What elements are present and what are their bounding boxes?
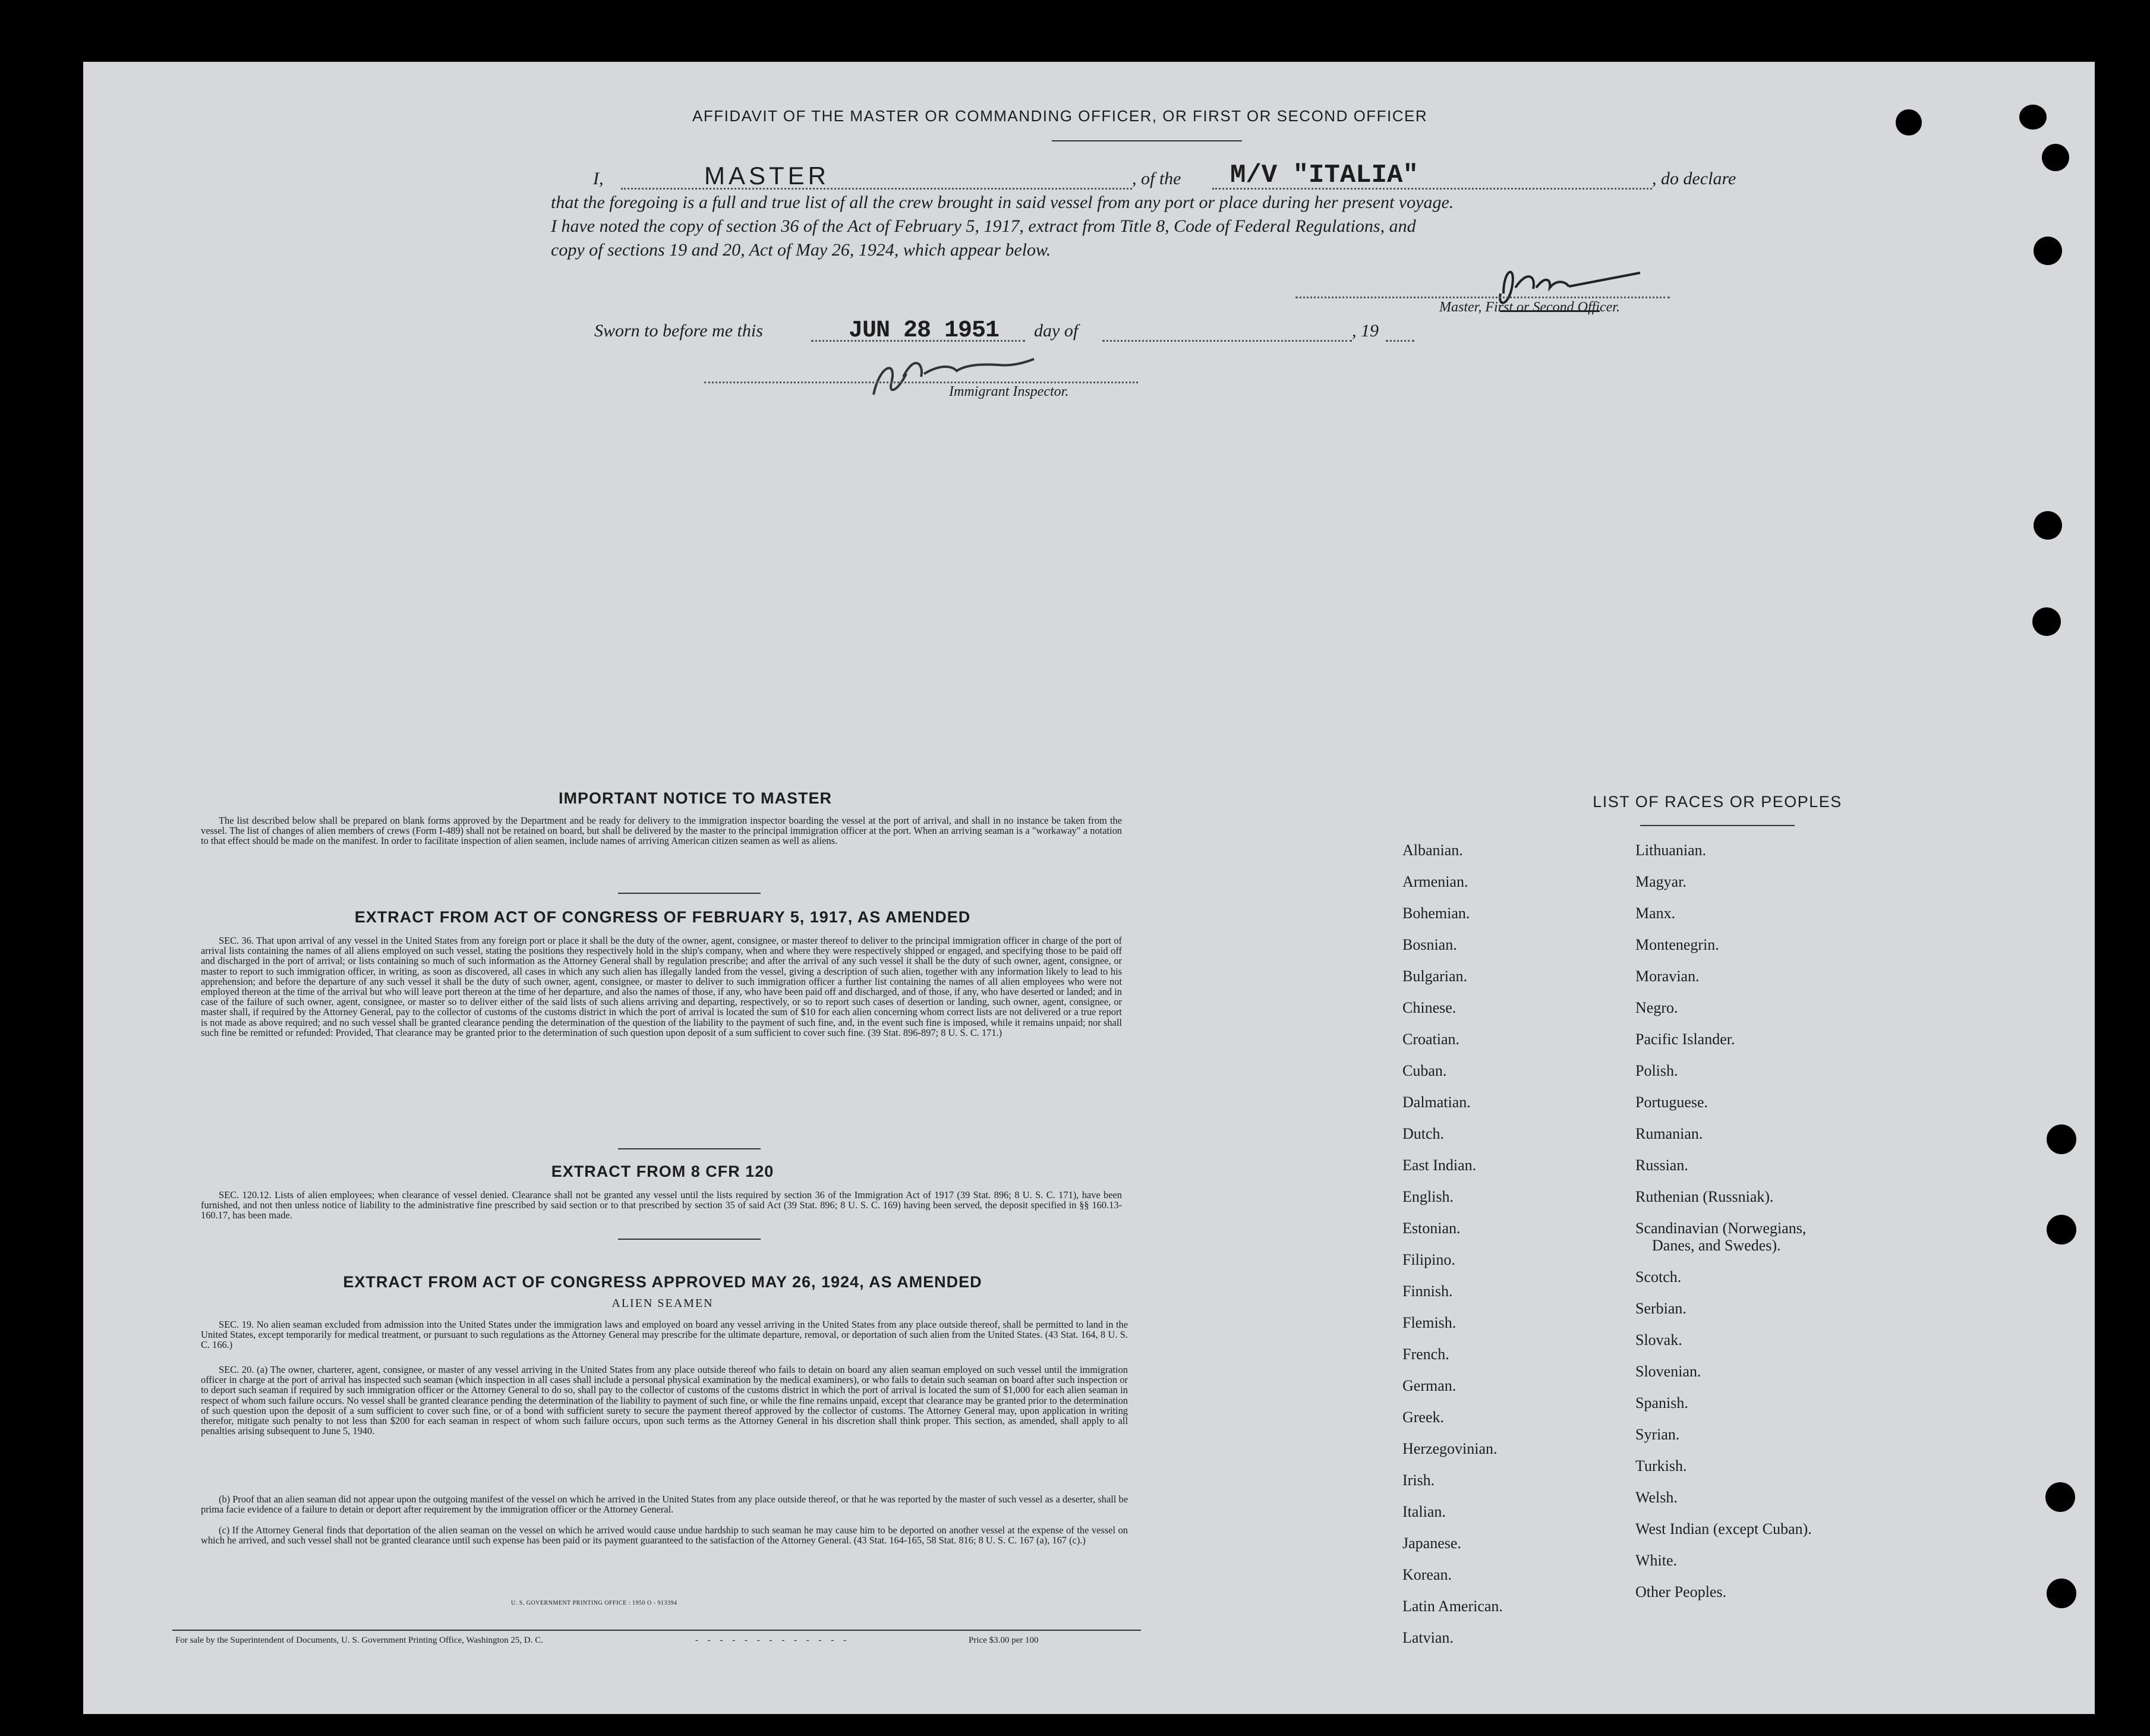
race-item: Rumanian.: [1635, 1125, 1703, 1142]
punch-hole: [2047, 1124, 2076, 1154]
extract-1917-rule: [618, 1148, 761, 1149]
race-item: French.: [1402, 1346, 1449, 1363]
gpo-imprint: U. S. GOVERNMENT PRINTING OFFICE : 1950 O - 913394: [511, 1600, 677, 1606]
punch-hole: [2034, 237, 2062, 265]
race-item: Albanian.: [1402, 842, 1463, 859]
race-item: Chinese.: [1402, 999, 1457, 1016]
form-page: [83, 62, 2095, 1714]
extract-1917-title: EXTRACT FROM ACT OF CONGRESS OF FEBRUARY 5, 1917, AS AMENDED: [354, 908, 971, 926]
race-item: Latvian.: [1402, 1629, 1454, 1646]
race-item: Welsh.: [1635, 1489, 1678, 1506]
race-item: Dalmatian.: [1402, 1094, 1471, 1111]
footer-leader-dots: - - - - - - - - - - - - -: [695, 1636, 850, 1645]
race-item: Russian.: [1635, 1157, 1688, 1174]
punch-hole: [2034, 511, 2062, 540]
race-item: Latin American.: [1402, 1598, 1503, 1615]
inspector-signature-line: [704, 382, 1138, 383]
extract-cfr-rule: [618, 1239, 761, 1240]
punch-hole: [2042, 144, 2069, 171]
race-item: Dutch.: [1402, 1125, 1445, 1142]
affidavit-line-4: copy of sections 19 and 20, Act of May 26, 1924, which appear below.: [551, 240, 1051, 260]
race-item: Finnish.: [1402, 1283, 1453, 1300]
extract-1924-title: EXTRACT FROM ACT OF CONGRESS APPROVED MAY 26, 1924, AS AMENDED: [343, 1273, 982, 1291]
race-item: Italian.: [1402, 1503, 1446, 1520]
date-stamp: JUN 28 1951: [849, 317, 1000, 344]
race-item: Japanese.: [1402, 1535, 1461, 1552]
race-item: English.: [1402, 1188, 1454, 1205]
affidavit-of-the: , of the: [1132, 169, 1181, 188]
race-item: Manx.: [1635, 905, 1676, 922]
races-right-column: [1635, 834, 1812, 1608]
punch-hole: [2045, 1482, 2075, 1512]
affidavit-title: AFFIDAVIT OF THE MASTER OR COMMANDING OFFICER, OR FIRST OR SECOND OFFICER: [692, 107, 1428, 125]
month-line: [1102, 340, 1352, 342]
races-rule: [1640, 825, 1795, 826]
year-line: [1386, 340, 1414, 342]
race-item: Other Peoples.: [1635, 1583, 1727, 1600]
extract-1917-text: SEC. 36. That upon arrival of any vessel in the United States from any foreign port or place it shall be the duty of the owner, agent, consignee, or master thereof to deliver to the principal immigration officer in charge of the port of arrival lists containing the names of all aliens employed on such vessel, stating the positions they respectively hold in the ship's company, when and where they were respectively shipped or engaged, and specifying those to be paid off and discharged in the port of arrival; or lists containing so much of such information as the Attorney General shall by regulation prescribe; and after the arrival of any such vessel it shall be the duty of such owner, agent, consignee, or master to report to such immigration officer, in writing, as soon as discovered, all cases in which any such alien has illegally landed from the vessel, giving a description of such alien, together with any information likely to lead to his apprehension; and before the departure of any such vessel it shall be the duty of such owner, agent, consignee, or master to deliver to such immigration officer a further list containing the names of all alien employees who were not employed thereon at the time of the arrival but who will leave port thereon at the time of her departure, and also the names of those, if any, who have been paid off and discharged, and of those, if any, who have deserted or landed; and in case of the failure of such owner, agent, consignee, or master so to deliver either of the said lists of such aliens arriving and departing, respectively, or so to report such cases of desertion or landing, such owner, agent, consignee, or master shall, if required by the Attorney General, pay to the collector of customs of the customs district in which the port of arrival is located the sum of $10 for each alien concerning whom correct lists are not delivered or a true report is not made as above required; and no such vessel shall be granted clearance pending the determination of the question of the liability to the payment of such fine, and, in the event such fine is imposed, while it remains unpaid; nor shall such fine be remitted or refunded: Provided, That clearance may be granted prior to the determination of such question upon deposit of a sum sufficient to cover such fine. (39 Stat. 896-897; 8 U. S. C. 171.): [201, 935, 1122, 1038]
race-item: Irish.: [1402, 1472, 1435, 1489]
race-item: Croatian.: [1402, 1031, 1460, 1048]
race-item: Slovak.: [1635, 1331, 1682, 1349]
race-item: Bohemian.: [1402, 905, 1470, 922]
race-item: Cuban.: [1402, 1062, 1447, 1079]
race-item: Danes, and Swedes).: [1652, 1237, 1781, 1254]
notice-text: The list described below shall be prepared on blank forms approved by the Department and be ready for delivery to the immigration inspector boarding the vessel at the port of arrival, and shall in no instance be taken from the vessel. The list of changes of alien members of crews (Form I-489) shall not be retained on board, but shall be delivered by the master to the principal immigration officer at the port. When an arriving seaman is a "workaway" a notation to that effect should be made on the manifest. In order to facilitate inspection of alien seamen, include names of arriving American citizen seamen as well as aliens.: [201, 815, 1122, 847]
race-item: Ruthenian (Russniak).: [1635, 1188, 1774, 1205]
master-signature-line: [1295, 297, 1670, 298]
affidavit-do-declare: , do declare: [1652, 169, 1736, 188]
extract-1924-p2: SEC. 20. (a) The owner, charterer, agent, consignee, or master of any vessel arriving in the United States from any place outside thereof who fails to detain on board any alien seaman employed on such vessel until the immigration officer in charge at the port of arrival has inspected such seaman (which inspection in all cases shall include a personal physical examination by the medical examiners), or who fails to detain such seaman on board after such inspection or to deport such seaman if required by such immigration officer or the Attorney General to do so, shall pay to the collector of customs of the customs district in which the port of arrival is located the sum of $1,000 for each alien seaman in respect of whom such failure occurs. No vessel shall be granted clearance pending the determination of the liability to payment of such fine, or while the fine remains unpaid, except that clearance may be granted prior to the determination of such question upon the deposit of a sum sufficient to cover such fine, or of a bond with sufficient surety to secure the payment thereof approved by the collector of customs. The Attorney General may, upon application in writing therefor, mitigate such penalty to not less than $200 for each seaman in respect of whom such failure occurs, upon such terms as the Attorney General in his discretion shall think proper. This section, as amended, shall apply to all penalties arising subsequent to June 5, 1940.: [201, 1364, 1128, 1437]
affidavit-i: I,: [593, 169, 604, 188]
race-item: Syrian.: [1635, 1426, 1680, 1443]
punch-hole: [1896, 109, 1922, 136]
race-item: Spanish.: [1635, 1394, 1688, 1412]
extract-1924-p4: (c) If the Attorney General finds that deportation of the alien seaman on the vessel on which he arrived would cause undue hardship to such seaman he may cause him to be deported on another vessel at the expense of the vessel on which he arrived, and such vessel shall not be granted clearance until such expense has been paid or its payment guaranteed to the satisfaction of the Attorney General. (43 Stat. 164-165, 58 Stat. 816; 8 U. S. C. 167 (a), 167 (c).): [201, 1524, 1128, 1546]
day-of-text: day of: [1034, 321, 1079, 341]
race-item: Lithuanian.: [1635, 842, 1707, 859]
race-item: Bulgarian.: [1402, 968, 1468, 985]
race-item: Estonian.: [1402, 1220, 1461, 1237]
footer-price: Price $3.00 per 100: [969, 1636, 1039, 1645]
inspector-caption: Immigrant Inspector.: [949, 384, 1069, 399]
punch-hole: [2032, 607, 2061, 636]
sworn-text: Sworn to before me this: [594, 321, 763, 341]
race-item: Armenian.: [1402, 873, 1468, 890]
race-item: Bosnian.: [1402, 936, 1457, 953]
race-item: Pacific Islander.: [1635, 1031, 1735, 1048]
year-text: , 19: [1352, 321, 1379, 341]
race-item: West Indian (except Cuban).: [1635, 1520, 1812, 1537]
punch-hole: [2047, 1215, 2076, 1244]
race-item: White.: [1635, 1552, 1678, 1569]
race-item: Polish.: [1635, 1062, 1678, 1079]
races-left-column: [1402, 834, 1503, 1653]
race-item: Korean.: [1402, 1566, 1452, 1583]
race-item: Scandinavian (Norwegians,: [1635, 1220, 1807, 1237]
race-item: Herzegovinian.: [1402, 1440, 1498, 1457]
footer-sale-text: For sale by the Superintendent of Documents, U. S. Government Printing Office, Washington 25, D. C.: [175, 1636, 543, 1645]
extract-1924-p3: (b) Proof that an alien seaman did not appear upon the outgoing manifest of the vessel on which he arrived in the United States from any place outside thereof, or that he was reported by the master of such vessel as a deserter, shall be prima facie evidence of a failure to detain or deport after requirement by the immigration officer or the Attorney General.: [201, 1494, 1128, 1516]
extract-1924-subtitle: ALIEN SEAMEN: [611, 1297, 714, 1310]
punch-hole: [2047, 1579, 2076, 1608]
race-item: Montenegrin.: [1635, 936, 1719, 953]
title-rule: [1052, 140, 1242, 141]
rank-line: [621, 188, 1132, 190]
affidavit-line-3: I have noted the copy of section 36 of the Act of February 5, 1917, extract from Title 8, Code of Federal Regulations, and: [551, 216, 1416, 236]
race-item: Scotch.: [1635, 1268, 1682, 1286]
race-item: German.: [1402, 1377, 1457, 1394]
race-item: East Indian.: [1402, 1157, 1477, 1174]
strike-first-second: [1500, 310, 1600, 312]
race-item: Magyar.: [1635, 873, 1686, 890]
affidavit-line-2: that the foregoing is a full and true list of all the crew brought in said vessel from any port or place during her present voyage.: [551, 193, 1454, 212]
race-item: Flemish.: [1402, 1314, 1457, 1331]
extract-cfr-title: EXTRACT FROM 8 CFR 120: [551, 1162, 774, 1180]
race-item: Negro.: [1635, 999, 1678, 1016]
extract-cfr-text: SEC. 120.12. Lists of alien employees; when clearance of vessel denied. Clearance shall not be granted any vessel until the lists required by section 36 of the Immigration Act of 1917 (39 Stat. 896; 8 U. S. C. 171), have been furnished, and not then unless notice of liability to the administrative fine prescribed by said section or to that prescribed by section 35 of said Act (39 Stat. 896; 8 U. S. C. 169) having been served, the deposit specified in §§ 160.13-160.17, has been made.: [201, 1189, 1122, 1221]
extract-1924-p1: SEC. 19. No alien seaman excluded from admission into the United States under the immigration laws and employed on board any vessel arriving in the United States from any place outside thereof, shall be permitted to land in the United States, except temporarily for medical treatment, or pursuant to such regulations as the Attorney General may prescribe for the ultimate departure, removal, or deportation of such alien from the United States. (43 Stat. 164, 8 U. S. C. 166.): [201, 1319, 1128, 1351]
race-item: Serbian.: [1635, 1300, 1686, 1317]
race-item: Filipino.: [1402, 1251, 1455, 1268]
signer-caption: Master, First or Second Officer.: [1439, 300, 1620, 315]
footer-rule: [172, 1630, 1141, 1631]
race-item: Portuguese.: [1635, 1094, 1708, 1111]
race-item: Turkish.: [1635, 1457, 1687, 1475]
punch-hole: [2019, 105, 2047, 130]
vessel-field: M/V "ITALIA": [1230, 160, 1418, 190]
race-item: Moravian.: [1635, 968, 1700, 985]
races-title: LIST OF RACES OR PEOPLES: [1593, 793, 1842, 811]
notice-title: IMPORTANT NOTICE TO MASTER: [559, 789, 832, 807]
rank-field: MASTER: [704, 162, 830, 190]
race-item: Slovenian.: [1635, 1363, 1701, 1380]
notice-rule: [618, 893, 761, 894]
race-item: Greek.: [1402, 1409, 1445, 1426]
